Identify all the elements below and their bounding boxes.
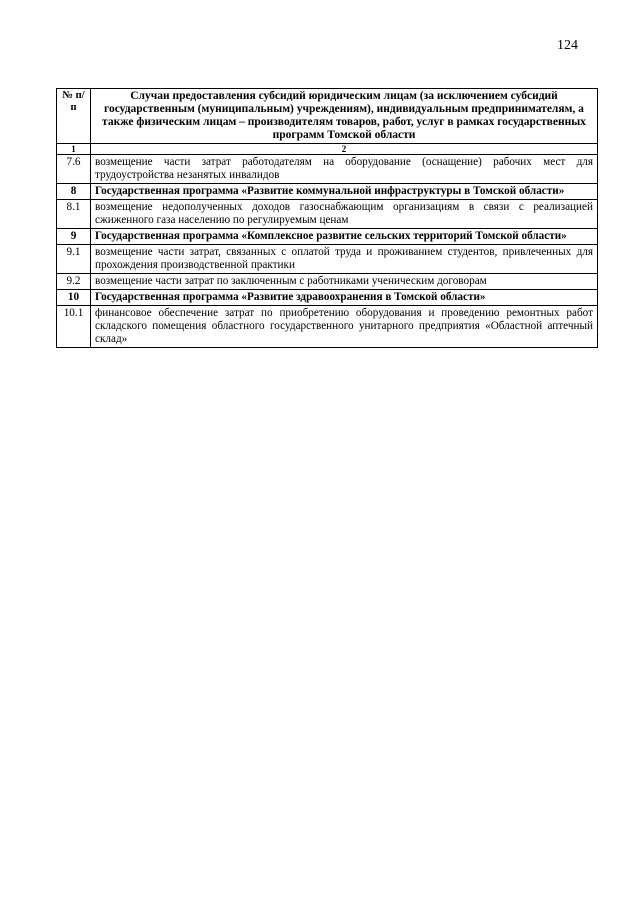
row-text: возмещение части затрат работодателям на оборудование (оснащение) рабочих мест для трудоустройства незанятых инвалидов bbox=[91, 155, 598, 184]
column-index-2: 2 bbox=[91, 144, 598, 155]
row-number: 7.6 bbox=[57, 155, 91, 184]
table-row bbox=[57, 306, 598, 348]
row-number: 10.1 bbox=[57, 306, 91, 348]
table-row-program bbox=[57, 290, 598, 306]
table-header-row bbox=[57, 89, 598, 144]
row-number: 9.1 bbox=[57, 245, 91, 274]
column-index-1: 1 bbox=[57, 144, 91, 155]
row-number: 9 bbox=[57, 229, 91, 245]
table-row bbox=[57, 274, 598, 290]
row-text: возмещение недополученных доходов газоснабжающим организациям в связи с реализацией сжиженного газа населению по регулируемым ценам bbox=[91, 200, 598, 229]
row-number: 9.2 bbox=[57, 274, 91, 290]
table-row bbox=[57, 245, 598, 274]
column-index-row bbox=[57, 144, 598, 155]
header-main-column: Случаи предоставления субсидий юридическим лицам (за исключением субсидий государственным (муниципальным) учреждениям), индивидуальным предпринимателям, а также физическим лицам – производителям товаров, работ, услуг в рамках государственных программ Томской области bbox=[91, 89, 598, 144]
row-text: возмещение части затрат, связанных с оплатой труда и проживанием студентов, привлеченных для прохождения производственной практики bbox=[91, 245, 598, 274]
row-text: Государственная программа «Развитие здравоохранения в Томской области» bbox=[91, 290, 598, 306]
subsidy-cases-table bbox=[56, 88, 598, 348]
table-row bbox=[57, 200, 598, 229]
row-number: 8 bbox=[57, 184, 91, 200]
header-num-column: № п/п bbox=[57, 89, 91, 144]
table-row bbox=[57, 155, 598, 184]
row-text: Государственная программа «Развитие коммунальной инфраструктуры в Томской области» bbox=[91, 184, 598, 200]
row-text: возмещение части затрат по заключенным с работниками ученическим договорам bbox=[91, 274, 598, 290]
row-number: 10 bbox=[57, 290, 91, 306]
page-number: 124 bbox=[557, 38, 578, 53]
table-row-program bbox=[57, 184, 598, 200]
row-number: 8.1 bbox=[57, 200, 91, 229]
row-text: финансовое обеспечение затрат по приобретению оборудования и проведению ремонтных работ складского помещения областного государственного унитарного предприятия «Областной аптечный склад» bbox=[91, 306, 598, 348]
table-row-program bbox=[57, 229, 598, 245]
row-text: Государственная программа «Комплексное развитие сельских территорий Томской области» bbox=[91, 229, 598, 245]
